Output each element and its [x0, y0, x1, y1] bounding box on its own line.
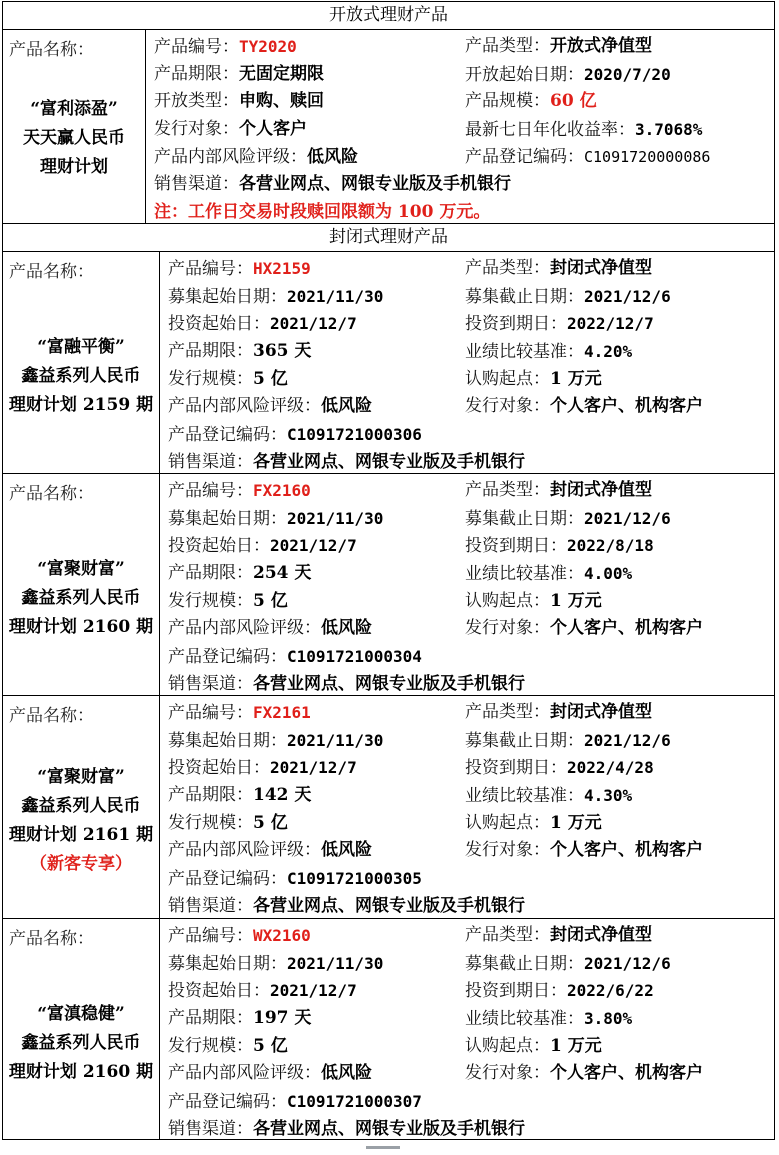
- product-name-line: 理财计划 2159 期: [8, 395, 154, 415]
- product-name: [3, 95, 145, 182]
- product-name-line: 天天赢人民币: [23, 128, 125, 148]
- benchmark-rate-label: 业绩比较基准：: [465, 786, 584, 807]
- sales-channel: 各营业网点、网银专业版及手机银行: [253, 451, 525, 472]
- detail-row: [160, 671, 774, 699]
- product-details: [160, 474, 774, 695]
- detail-row: [160, 782, 774, 810]
- detail-row: [160, 1088, 774, 1116]
- raise-end-date-label: 募集截止日期：: [465, 953, 584, 974]
- detail-row: [160, 699, 774, 727]
- product-name-cell: [3, 919, 160, 1139]
- invest-end-date: 2022/8/18: [567, 536, 654, 556]
- issue-target-label: 发行对象：: [465, 1063, 550, 1084]
- scale-label: 产品规模：: [465, 91, 550, 112]
- closed-section-title: 封闭式理财产品: [3, 224, 774, 252]
- raise-end-date: 2021/12/6: [584, 508, 671, 528]
- product-type: 封闭式净值型: [550, 480, 652, 500]
- raise-end-date-label: 募集截止日期：: [465, 508, 584, 529]
- product-details: [160, 252, 774, 473]
- raise-end-date: 2021/12/6: [584, 286, 671, 306]
- issue-target: 个人客户、机构客户: [550, 618, 703, 639]
- registration-code: C1091721000306: [287, 425, 422, 445]
- detail-row: [160, 810, 774, 838]
- product-name-line: 理财计划 2160 期: [8, 1062, 154, 1082]
- raise-end-date-label: 募集截止日期：: [465, 286, 584, 307]
- product-name-line: 理财计划 2160 期: [8, 617, 154, 637]
- detail-row: [160, 588, 774, 616]
- registration-code-label: 产品登记编码：: [168, 425, 287, 446]
- detail-row: [160, 255, 774, 283]
- detail-row: [160, 366, 774, 394]
- detail-row: [160, 532, 774, 560]
- raise-start-date: 2021/11/30: [287, 730, 384, 750]
- detail-row: [160, 283, 774, 311]
- product-type: 开放式净值型: [550, 36, 652, 56]
- benchmark-rate-label: 业绩比较基准：: [465, 1009, 584, 1030]
- sales-channel-label: 销售渠道：: [168, 451, 253, 472]
- benchmark-rate: 4.20%: [584, 342, 633, 362]
- risk-level: 低风险: [321, 1063, 372, 1084]
- product-name-label: 产品名称：: [9, 706, 94, 726]
- registration-code: C1091721000304: [287, 647, 422, 667]
- product-name-line: 理财计划: [40, 157, 108, 177]
- product-details: [146, 30, 774, 223]
- product-name-line: 鑫益系列人民币: [21, 588, 141, 608]
- benchmark-rate-label: 业绩比较基准：: [465, 342, 584, 363]
- invest-start-date: 2021/12/7: [270, 758, 357, 778]
- detail-row: [146, 116, 774, 144]
- detail-row: [160, 865, 774, 893]
- product-name-label: 产品名称：: [9, 262, 94, 282]
- detail-row: [160, 1005, 774, 1033]
- issue-scale-label: 发行规模：: [168, 1035, 253, 1056]
- open-type: 申购、赎回: [239, 91, 324, 112]
- sales-channel-label: 销售渠道：: [168, 673, 253, 694]
- detail-row: [160, 449, 774, 477]
- product-type-label: 产品类型：: [465, 925, 550, 945]
- product-document: [2, 1, 775, 1140]
- risk-level: 低风险: [321, 840, 372, 861]
- issue-scale: 5 亿: [253, 590, 288, 611]
- issue-scale: 5 亿: [253, 368, 288, 389]
- product-name-label: 产品名称：: [9, 40, 94, 60]
- detail-row: [160, 754, 774, 782]
- registration-code-label: 产品登记编码：: [168, 869, 287, 890]
- product-name-label: 产品名称：: [9, 484, 94, 504]
- product-type-label: 产品类型：: [465, 480, 550, 500]
- product-code: WX2160: [253, 926, 311, 945]
- type-label: 产品类型：: [465, 36, 550, 56]
- risk-level-label: 产品内部风险评级：: [168, 1063, 321, 1084]
- code-label: 产品编号：: [154, 37, 239, 57]
- benchmark-rate: 3.80%: [584, 1009, 633, 1029]
- product-name: [3, 1000, 159, 1087]
- raise-start-date-label: 募集起始日期：: [168, 730, 287, 751]
- invest-end-date: 2022/4/28: [567, 758, 654, 778]
- product-name: [3, 555, 159, 642]
- invest-end-date: 2022/6/22: [567, 981, 654, 1001]
- detail-row: [160, 421, 774, 449]
- benchmark-rate-label: 业绩比较基准：: [465, 564, 584, 585]
- detail-row: [160, 643, 774, 671]
- product-code-label: 产品编号：: [168, 703, 253, 723]
- registration-code: C1091720000086: [584, 147, 711, 166]
- open-product-card: [3, 30, 774, 224]
- invest-end-date-label: 投资到期日：: [465, 758, 567, 779]
- detail-row: [160, 310, 774, 338]
- risk-label: 产品内部风险评级：: [154, 146, 307, 167]
- benchmark-rate: 4.30%: [584, 786, 633, 806]
- closed-product-card: [3, 696, 774, 919]
- product-term: 无固定期限: [239, 63, 324, 84]
- closed-product-list: [3, 252, 774, 1140]
- detail-row: [160, 505, 774, 533]
- detail-row: [160, 393, 774, 421]
- detail-row: [160, 1033, 774, 1061]
- open-type-label: 开放类型：: [154, 91, 239, 112]
- issue-target-label: 发行对象：: [465, 618, 550, 639]
- detail-row: [146, 144, 774, 172]
- product-name-cell: [3, 30, 146, 223]
- detail-row: [146, 61, 774, 89]
- detail-row: [160, 338, 774, 366]
- detail-row: [160, 560, 774, 588]
- product-name: [3, 333, 159, 420]
- closed-product-card: [3, 474, 774, 696]
- product-code-label: 产品编号：: [168, 926, 253, 946]
- benchmark-rate: 4.00%: [584, 564, 633, 584]
- raise-end-date: 2021/12/6: [584, 953, 671, 973]
- minimum-subscription: 1 万元: [550, 812, 602, 833]
- product-name-cell: [3, 252, 160, 473]
- invest-end-date-label: 投资到期日：: [465, 536, 567, 557]
- issue-scale: 5 亿: [253, 812, 288, 833]
- raise-start-date-label: 募集起始日期：: [168, 508, 287, 529]
- detail-row: [146, 88, 774, 116]
- invest-start-date-label: 投资起始日：: [168, 536, 270, 557]
- product-term-label: 产品期限：: [168, 341, 253, 362]
- issue-target: 个人客户: [239, 119, 307, 140]
- sales-channel-label: 销售渠道：: [168, 1118, 253, 1139]
- channel-label: 销售渠道：: [154, 174, 239, 195]
- minimum-subscription-label: 认购起点：: [465, 812, 550, 833]
- invest-start-date: 2021/12/7: [270, 314, 357, 334]
- product-name: [3, 763, 159, 879]
- product-code: HX2159: [253, 259, 311, 278]
- invest-start-date-label: 投资起始日：: [168, 314, 270, 335]
- issue-target: 个人客户、机构客户: [550, 840, 703, 861]
- product-term-label: 产品期限：: [168, 563, 253, 584]
- closed-product-card: [3, 252, 774, 474]
- registration-code: C1091721000305: [287, 869, 422, 889]
- product-code: FX2160: [253, 481, 311, 500]
- issue-scale-label: 发行规模：: [168, 368, 253, 389]
- product-name-line: 鑫益系列人民币: [21, 366, 141, 386]
- detail-row: [160, 950, 774, 978]
- invest-end-date-label: 投资到期日：: [465, 314, 567, 335]
- product-name-line: 鑫益系列人民币: [21, 1033, 141, 1053]
- minimum-subscription-label: 认购起点：: [465, 590, 550, 611]
- detail-row: [160, 477, 774, 505]
- risk-level-label: 产品内部风险评级：: [168, 396, 321, 417]
- minimum-subscription: 1 万元: [550, 1035, 602, 1056]
- product-name-cell: [3, 696, 160, 918]
- issue-target: 个人客户、机构客户: [550, 396, 703, 417]
- open-section-title: 开放式理财产品: [3, 2, 774, 30]
- detail-row: [160, 615, 774, 643]
- raise-start-date: 2021/11/30: [287, 508, 384, 528]
- product-name-line: “富融平衡”: [37, 337, 125, 357]
- detail-row: [160, 837, 774, 865]
- detail-row: [146, 171, 774, 199]
- target-label: 发行对象：: [154, 119, 239, 140]
- product-type: 封闭式净值型: [550, 258, 652, 278]
- reg-label: 产品登记编码：: [465, 146, 584, 167]
- seven-day-yield: 3.7068%: [635, 120, 703, 140]
- raise-end-date-label: 募集截止日期：: [465, 730, 584, 751]
- term-label: 产品期限：: [154, 63, 239, 84]
- product-code: TY2020: [239, 37, 297, 56]
- minimum-subscription-label: 认购起点：: [465, 1035, 550, 1056]
- sales-channel: 各营业网点、网银专业版及手机银行: [239, 174, 511, 195]
- product-details: [160, 696, 774, 918]
- invest-start-date: 2021/12/7: [270, 536, 357, 556]
- product-name-line: 理财计划 2161 期: [8, 825, 154, 845]
- sales-channel-label: 销售渠道：: [168, 895, 253, 916]
- minimum-subscription: 1 万元: [550, 368, 602, 389]
- product-term: 365 天: [253, 341, 312, 362]
- product-term: 142 天: [253, 785, 312, 806]
- product-code: FX2161: [253, 703, 311, 722]
- product-term-label: 产品期限：: [168, 785, 253, 806]
- invest-start-date: 2021/12/7: [270, 981, 357, 1001]
- product-type: 封闭式净值型: [550, 702, 652, 722]
- product-type: 封闭式净值型: [550, 925, 652, 945]
- product-scale: 60 亿: [550, 91, 597, 112]
- raise-start-date-label: 募集起始日期：: [168, 286, 287, 307]
- detail-row: [160, 977, 774, 1005]
- risk-level: 低风险: [321, 618, 372, 639]
- detail-row: [146, 33, 774, 61]
- detail-row: [160, 922, 774, 950]
- detail-row: [160, 1116, 774, 1144]
- registration-code: C1091721000307: [287, 1092, 422, 1112]
- invest-end-date-label: 投资到期日：: [465, 981, 567, 1002]
- detail-row: [146, 199, 774, 227]
- product-term: 197 天: [253, 1008, 312, 1029]
- product-name-line: “富聚财富”: [37, 767, 125, 787]
- detail-row: [160, 1060, 774, 1088]
- raise-start-date: 2021/11/30: [287, 286, 384, 306]
- issue-scale-label: 发行规模：: [168, 812, 253, 833]
- open-start-date: 2020/7/20: [584, 64, 671, 84]
- sales-channel: 各营业网点、网银专业版及手机银行: [253, 1118, 525, 1139]
- closed-product-card: [3, 919, 774, 1140]
- yield-label: 最新七日年化收益率：: [465, 120, 635, 141]
- invest-end-date: 2022/12/7: [567, 314, 654, 334]
- product-name-line: “富利添盈”: [30, 99, 118, 119]
- raise-start-date: 2021/11/30: [287, 953, 384, 973]
- issue-scale: 5 亿: [253, 1035, 288, 1056]
- minimum-subscription: 1 万元: [550, 590, 602, 611]
- risk-level: 低风险: [321, 396, 372, 417]
- detail-row: [160, 727, 774, 755]
- product-name-line: “富聚财富”: [37, 559, 125, 579]
- redemption-note: 注：工作日交易时段赎回限额为 100 万元。: [154, 202, 491, 223]
- product-details: [160, 919, 774, 1139]
- detail-row: [160, 893, 774, 921]
- sales-channel: 各营业网点、网银专业版及手机银行: [253, 895, 525, 916]
- product-type-label: 产品类型：: [465, 258, 550, 278]
- product-name-label: 产品名称：: [9, 929, 94, 949]
- product-name-cell: [3, 474, 160, 695]
- issue-target-label: 发行对象：: [465, 840, 550, 861]
- raise-end-date: 2021/12/6: [584, 730, 671, 750]
- risk-level-label: 产品内部风险评级：: [168, 618, 321, 639]
- invest-start-date-label: 投资起始日：: [168, 758, 270, 779]
- raise-start-date-label: 募集起始日期：: [168, 953, 287, 974]
- new-customer-tag: （新客专享）: [30, 854, 132, 874]
- open-start-label: 开放起始日期：: [465, 64, 584, 85]
- page-divider: [366, 1146, 400, 1149]
- product-name-line: 鑫益系列人民币: [21, 796, 141, 816]
- product-term-label: 产品期限：: [168, 1008, 253, 1029]
- risk-level: 低风险: [307, 146, 358, 167]
- sales-channel: 各营业网点、网银专业版及手机银行: [253, 673, 525, 694]
- minimum-subscription-label: 认购起点：: [465, 368, 550, 389]
- invest-start-date-label: 投资起始日：: [168, 981, 270, 1002]
- product-code-label: 产品编号：: [168, 259, 253, 279]
- product-type-label: 产品类型：: [465, 702, 550, 722]
- product-code-label: 产品编号：: [168, 481, 253, 501]
- issue-target: 个人客户、机构客户: [550, 1063, 703, 1084]
- registration-code-label: 产品登记编码：: [168, 1092, 287, 1113]
- product-term: 254 天: [253, 563, 312, 584]
- risk-level-label: 产品内部风险评级：: [168, 840, 321, 861]
- product-name-line: “富滇稳健”: [37, 1004, 125, 1024]
- issue-target-label: 发行对象：: [465, 396, 550, 417]
- registration-code-label: 产品登记编码：: [168, 647, 287, 668]
- issue-scale-label: 发行规模：: [168, 590, 253, 611]
